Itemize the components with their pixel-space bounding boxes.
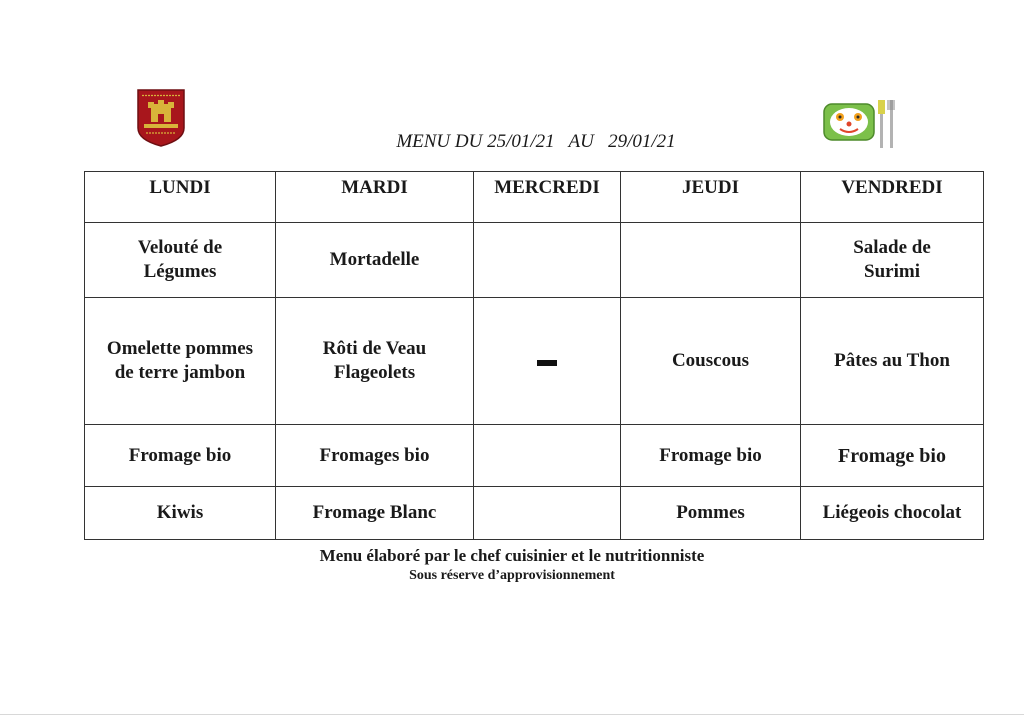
menu-cell: Fromage Blanc	[276, 487, 474, 540]
menu-cell: Mortadelle	[276, 223, 474, 298]
menu-cell: Salade de Surimi	[801, 223, 984, 298]
table-row-fromage	[85, 425, 984, 487]
menu-cell: Kiwis	[85, 487, 276, 540]
menu-cell: Fromage bio	[801, 425, 984, 487]
weekly-menu-table	[84, 171, 984, 540]
menu-cell	[474, 223, 621, 298]
menu-cell	[621, 223, 801, 298]
menu-cell: Couscous	[621, 298, 801, 425]
footer-note-chef: Menu élaboré par le chef cuisinier et le nutritionniste	[319, 546, 705, 565]
dash-mark	[537, 360, 557, 366]
table-row-entree	[85, 223, 984, 298]
day-header-vendredi: VENDREDI	[801, 172, 984, 223]
menu-cell: Pommes	[621, 487, 801, 540]
day-header-lundi: LUNDI	[85, 172, 276, 223]
menu-cell: Velouté de Légumes	[85, 223, 276, 298]
menu-cell-no-service	[474, 298, 621, 425]
menu-cell: Fromage bio	[85, 425, 276, 487]
table-row-plat	[85, 298, 984, 425]
day-header-mercredi: MERCREDI	[474, 172, 621, 223]
menu-cell: Liégeois chocolat	[801, 487, 984, 540]
menu-title: MENU DU 25/01/21 AU 29/01/21	[396, 131, 676, 152]
footer-note-supply: Sous réserve d’approvisionnement	[409, 568, 615, 583]
menu-cell	[474, 425, 621, 487]
scan-edge-line	[0, 714, 1024, 715]
day-header-jeudi: JEUDI	[621, 172, 801, 223]
menu-cell: Fromage bio	[621, 425, 801, 487]
menu-cell	[474, 487, 621, 540]
table-row-dessert	[85, 487, 984, 540]
table-header-row	[85, 172, 984, 223]
menu-cell: Rôti de Veau Flageolets	[276, 298, 474, 425]
day-header-mardi: MARDI	[276, 172, 474, 223]
menu-cell: Fromages bio	[276, 425, 474, 487]
menu-cell: Pâtes au Thon	[801, 298, 984, 425]
menu-cell: Omelette pommes de terre jambon	[85, 298, 276, 425]
